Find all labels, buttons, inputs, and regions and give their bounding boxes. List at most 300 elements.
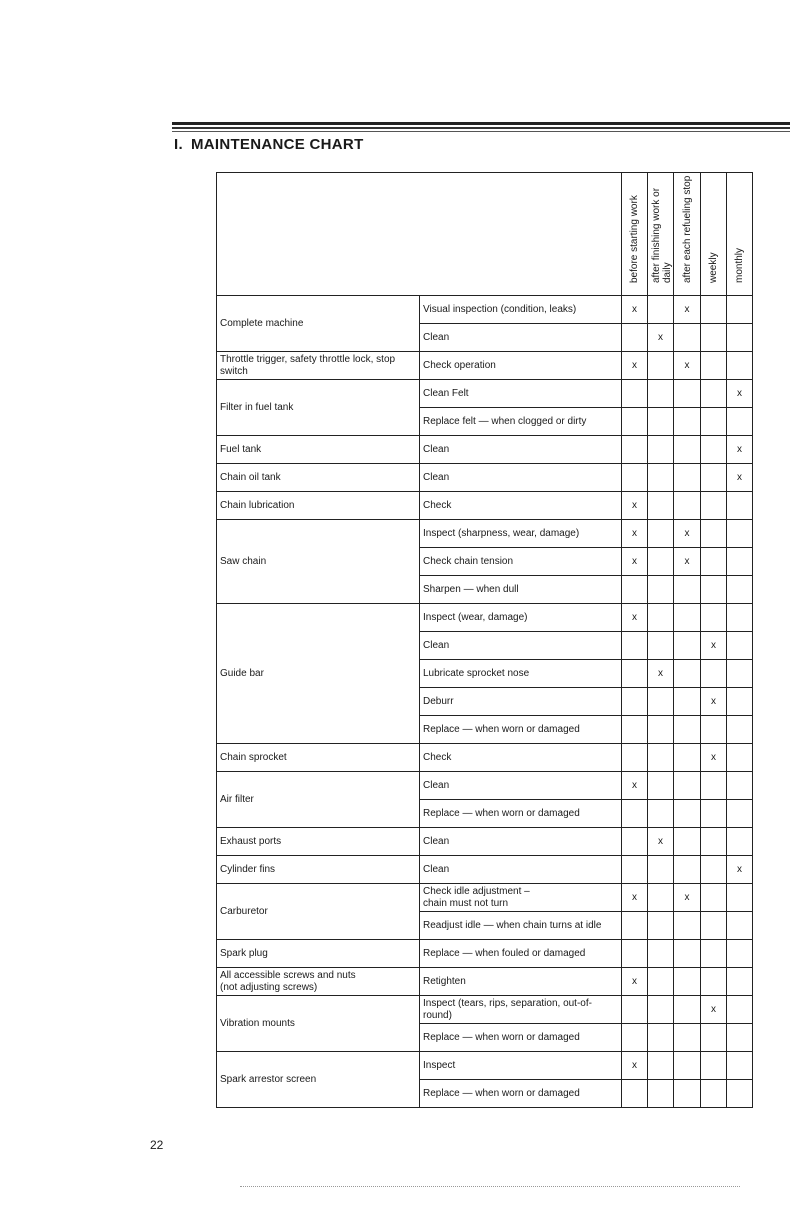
schedule-cell bbox=[622, 324, 648, 352]
schedule-cell bbox=[622, 632, 648, 660]
schedule-cell bbox=[622, 800, 648, 828]
schedule-cell bbox=[674, 1080, 701, 1108]
schedule-cell bbox=[727, 1024, 753, 1052]
schedule-cell bbox=[727, 884, 753, 912]
schedule-cell bbox=[648, 352, 674, 380]
component-name: Complete machine bbox=[220, 317, 304, 329]
operation-text: Check bbox=[423, 499, 452, 511]
schedule-cell bbox=[648, 828, 674, 856]
schedule-cell bbox=[727, 520, 753, 548]
schedule-cell bbox=[622, 716, 648, 744]
table-row bbox=[217, 828, 753, 856]
schedule-cell bbox=[674, 464, 701, 492]
schedule-cell bbox=[674, 940, 701, 968]
schedule-cell bbox=[674, 996, 701, 1024]
component-cell bbox=[217, 352, 420, 380]
schedule-mark: x bbox=[684, 892, 690, 903]
operation-text: Sharpen — when dull bbox=[423, 583, 519, 595]
schedule-cell bbox=[674, 800, 701, 828]
schedule-cell bbox=[701, 1024, 727, 1052]
component-cell bbox=[217, 772, 420, 828]
operation-text: Lubricate sprocket nose bbox=[423, 667, 530, 679]
operation-cell bbox=[420, 884, 622, 912]
section-number: I. bbox=[174, 136, 183, 153]
schedule-cell bbox=[674, 632, 701, 660]
component-cell bbox=[217, 492, 420, 520]
operation-cell bbox=[420, 436, 622, 464]
header-rule-thin bbox=[172, 131, 790, 132]
schedule-cell bbox=[674, 520, 701, 548]
schedule-mark: x bbox=[684, 304, 690, 315]
schedule-cell bbox=[648, 856, 674, 884]
schedule-cell bbox=[727, 772, 753, 800]
header-blank-cell bbox=[217, 173, 622, 296]
component-cell bbox=[217, 1052, 420, 1108]
operation-text: Check bbox=[423, 751, 452, 763]
schedule-cell bbox=[727, 632, 753, 660]
schedule-cell bbox=[648, 772, 674, 800]
page-number: 22 bbox=[150, 1138, 164, 1152]
schedule-cell bbox=[727, 492, 753, 520]
operation-cell bbox=[420, 1080, 622, 1108]
frequency-header-row bbox=[217, 173, 753, 296]
schedule-cell bbox=[622, 884, 648, 912]
operation-text: Clean bbox=[423, 863, 450, 875]
schedule-cell bbox=[622, 548, 648, 576]
operation-text: Replace felt — when clogged or dirty bbox=[423, 415, 587, 427]
schedule-cell bbox=[648, 324, 674, 352]
operation-cell bbox=[420, 492, 622, 520]
schedule-cell bbox=[648, 800, 674, 828]
component-cell bbox=[217, 884, 420, 940]
schedule-cell bbox=[674, 716, 701, 744]
operation-text: Replace — when worn or damaged bbox=[423, 1087, 580, 1099]
schedule-cell bbox=[701, 492, 727, 520]
schedule-cell bbox=[674, 352, 701, 380]
operation-cell bbox=[420, 688, 622, 716]
schedule-cell bbox=[701, 660, 727, 688]
schedule-cell bbox=[648, 632, 674, 660]
schedule-cell bbox=[727, 940, 753, 968]
schedule-cell bbox=[701, 408, 727, 436]
freq-header-cell bbox=[674, 173, 701, 296]
schedule-cell bbox=[622, 660, 648, 688]
schedule-cell bbox=[701, 1080, 727, 1108]
schedule-cell bbox=[701, 1052, 727, 1080]
schedule-cell bbox=[648, 716, 674, 744]
schedule-cell bbox=[622, 408, 648, 436]
schedule-cell bbox=[701, 940, 727, 968]
schedule-mark: x bbox=[711, 640, 716, 651]
operation-cell bbox=[420, 324, 622, 352]
schedule-mark: x bbox=[711, 752, 716, 763]
schedule-cell bbox=[727, 576, 753, 604]
schedule-cell bbox=[622, 1024, 648, 1052]
table-row bbox=[217, 884, 753, 912]
schedule-cell bbox=[727, 912, 753, 940]
schedule-cell bbox=[622, 1080, 648, 1108]
schedule-cell bbox=[648, 744, 674, 772]
operation-text: Clean bbox=[423, 471, 450, 483]
schedule-cell bbox=[727, 436, 753, 464]
schedule-cell bbox=[648, 464, 674, 492]
operation-cell bbox=[420, 856, 622, 884]
schedule-cell bbox=[701, 968, 727, 996]
component-cell bbox=[217, 744, 420, 772]
maintenance-table bbox=[216, 172, 753, 1108]
schedule-cell bbox=[674, 1052, 701, 1080]
schedule-cell bbox=[674, 744, 701, 772]
operation-text: Inspect bbox=[423, 1059, 456, 1071]
schedule-cell bbox=[727, 716, 753, 744]
table-row bbox=[217, 1052, 753, 1080]
operation-cell bbox=[420, 772, 622, 800]
schedule-cell bbox=[701, 856, 727, 884]
component-name: Guide bar bbox=[220, 667, 264, 679]
freq-label: before starting work bbox=[629, 195, 640, 283]
header-rule-medium bbox=[172, 127, 790, 129]
table-row bbox=[217, 604, 753, 632]
schedule-cell bbox=[674, 1024, 701, 1052]
schedule-mark: x bbox=[632, 1060, 637, 1071]
operation-cell bbox=[420, 744, 622, 772]
component-name: Spark arrestor screen bbox=[220, 1073, 317, 1085]
operation-text: Inspect (sharpness, wear, damage) bbox=[423, 527, 580, 539]
freq-header-cell bbox=[727, 173, 753, 296]
operation-text: Visual inspection (condition, leaks) bbox=[423, 303, 577, 315]
schedule-cell bbox=[648, 884, 674, 912]
operation-text: Clean bbox=[423, 443, 450, 455]
schedule-cell bbox=[622, 464, 648, 492]
freq-label: after each refueling stop bbox=[681, 175, 693, 283]
schedule-cell bbox=[727, 800, 753, 828]
table-row bbox=[217, 744, 753, 772]
schedule-mark: x bbox=[711, 1004, 716, 1015]
schedule-mark: x bbox=[632, 892, 637, 903]
schedule-cell bbox=[727, 1080, 753, 1108]
schedule-mark: x bbox=[737, 472, 742, 483]
operation-cell bbox=[420, 408, 622, 436]
schedule-mark: x bbox=[632, 528, 637, 539]
schedule-cell bbox=[701, 912, 727, 940]
operation-text: Replace — when worn or damaged bbox=[423, 807, 580, 819]
schedule-cell bbox=[701, 772, 727, 800]
schedule-cell bbox=[727, 856, 753, 884]
schedule-cell bbox=[701, 464, 727, 492]
table-row bbox=[217, 380, 753, 408]
schedule-cell bbox=[701, 632, 727, 660]
schedule-cell bbox=[648, 436, 674, 464]
operation-text: Check idle adjustment – chain must not turn bbox=[423, 885, 530, 909]
schedule-cell bbox=[648, 408, 674, 436]
table-row bbox=[217, 352, 753, 380]
schedule-cell bbox=[727, 1052, 753, 1080]
component-cell bbox=[217, 940, 420, 968]
maintenance-chart bbox=[216, 172, 752, 1121]
schedule-cell bbox=[701, 604, 727, 632]
operation-cell bbox=[420, 940, 622, 968]
operation-cell bbox=[420, 828, 622, 856]
operation-text: Clean bbox=[423, 835, 450, 847]
component-cell bbox=[217, 464, 420, 492]
header-rule-thick bbox=[172, 122, 790, 125]
operation-text: Clean bbox=[423, 331, 450, 343]
schedule-cell bbox=[727, 324, 753, 352]
schedule-cell bbox=[622, 604, 648, 632]
component-name: Air filter bbox=[220, 793, 254, 805]
schedule-cell bbox=[701, 380, 727, 408]
schedule-cell bbox=[674, 380, 701, 408]
schedule-cell bbox=[727, 996, 753, 1024]
schedule-cell bbox=[648, 1024, 674, 1052]
schedule-mark: x bbox=[632, 500, 637, 511]
table-row bbox=[217, 492, 753, 520]
schedule-cell bbox=[674, 296, 701, 324]
schedule-cell bbox=[701, 436, 727, 464]
schedule-mark: x bbox=[711, 696, 716, 707]
operation-cell bbox=[420, 464, 622, 492]
schedule-cell bbox=[648, 380, 674, 408]
operation-cell bbox=[420, 912, 622, 940]
schedule-cell bbox=[701, 800, 727, 828]
schedule-cell bbox=[701, 576, 727, 604]
schedule-cell bbox=[727, 380, 753, 408]
schedule-cell bbox=[648, 1080, 674, 1108]
schedule-cell bbox=[622, 1052, 648, 1080]
footer-dotted-line bbox=[240, 1186, 740, 1187]
schedule-cell bbox=[622, 520, 648, 548]
schedule-cell bbox=[622, 912, 648, 940]
schedule-cell bbox=[622, 576, 648, 604]
schedule-cell bbox=[648, 940, 674, 968]
schedule-cell bbox=[674, 968, 701, 996]
schedule-mark: x bbox=[632, 612, 637, 623]
table-row bbox=[217, 940, 753, 968]
component-name: Filter in fuel tank bbox=[220, 401, 294, 413]
operation-cell bbox=[420, 296, 622, 324]
schedule-cell bbox=[674, 604, 701, 632]
freq-label: after finishing work or daily bbox=[651, 187, 673, 283]
freq-label: weekly bbox=[708, 252, 719, 283]
schedule-cell bbox=[727, 968, 753, 996]
operation-text: Replace — when worn or damaged bbox=[423, 1031, 580, 1043]
schedule-cell bbox=[701, 324, 727, 352]
section-title-text: MAINTENANCE CHART bbox=[190, 136, 364, 153]
schedule-cell bbox=[622, 856, 648, 884]
component-cell bbox=[217, 436, 420, 464]
operation-text: Retighten bbox=[423, 975, 466, 987]
schedule-cell bbox=[648, 660, 674, 688]
component-cell bbox=[217, 828, 420, 856]
schedule-cell bbox=[674, 548, 701, 576]
table-row bbox=[217, 968, 753, 996]
operation-text: Replace — when fouled or damaged bbox=[423, 947, 586, 959]
component-name: Vibration mounts bbox=[220, 1017, 295, 1029]
operation-text: Check operation bbox=[423, 359, 496, 371]
schedule-cell bbox=[622, 436, 648, 464]
component-cell bbox=[217, 996, 420, 1052]
schedule-cell bbox=[727, 604, 753, 632]
operation-cell bbox=[420, 632, 622, 660]
operation-cell bbox=[420, 520, 622, 548]
component-cell bbox=[217, 856, 420, 884]
operation-text: Replace — when worn or damaged bbox=[423, 723, 580, 735]
schedule-cell bbox=[727, 464, 753, 492]
component-name: All accessible screws and nuts (not adjusting screws) bbox=[220, 969, 356, 993]
maintenance-table-body bbox=[217, 296, 753, 1108]
component-cell bbox=[217, 520, 420, 604]
schedule-mark: x bbox=[684, 556, 690, 567]
section-title bbox=[174, 136, 364, 153]
schedule-mark: x bbox=[737, 864, 742, 875]
schedule-mark: x bbox=[658, 332, 663, 343]
schedule-cell bbox=[622, 380, 648, 408]
schedule-cell bbox=[648, 1052, 674, 1080]
schedule-cell bbox=[727, 548, 753, 576]
schedule-cell bbox=[701, 296, 727, 324]
schedule-cell bbox=[701, 884, 727, 912]
schedule-cell bbox=[622, 996, 648, 1024]
schedule-cell bbox=[648, 296, 674, 324]
schedule-cell bbox=[701, 548, 727, 576]
schedule-mark: x bbox=[632, 556, 637, 567]
operation-cell bbox=[420, 996, 622, 1024]
operation-cell bbox=[420, 352, 622, 380]
operation-cell bbox=[420, 380, 622, 408]
operation-cell bbox=[420, 1052, 622, 1080]
operation-cell bbox=[420, 660, 622, 688]
schedule-cell bbox=[701, 996, 727, 1024]
schedule-cell bbox=[727, 352, 753, 380]
schedule-cell bbox=[674, 324, 701, 352]
schedule-cell bbox=[727, 744, 753, 772]
operation-text: Clean bbox=[423, 639, 450, 651]
schedule-cell bbox=[674, 828, 701, 856]
component-name: Throttle trigger, safety throttle lock, stop switch bbox=[220, 353, 396, 377]
operation-text: Inspect (tears, rips, separation, out-of-round) bbox=[423, 997, 592, 1021]
operation-text: Clean Felt bbox=[423, 387, 469, 399]
freq-header-cell bbox=[648, 173, 674, 296]
table-row bbox=[217, 436, 753, 464]
component-name: Saw chain bbox=[220, 555, 267, 567]
component-cell bbox=[217, 604, 420, 744]
operation-cell bbox=[420, 716, 622, 744]
schedule-cell bbox=[648, 688, 674, 716]
schedule-cell bbox=[701, 716, 727, 744]
component-name: Exhaust ports bbox=[220, 835, 282, 847]
schedule-cell bbox=[622, 688, 648, 716]
schedule-cell bbox=[648, 968, 674, 996]
component-name: Carburetor bbox=[220, 905, 268, 917]
schedule-mark: x bbox=[632, 976, 637, 987]
table-row bbox=[217, 772, 753, 800]
schedule-cell bbox=[701, 828, 727, 856]
operation-text: Inspect (wear, damage) bbox=[423, 611, 528, 623]
schedule-cell bbox=[701, 744, 727, 772]
schedule-cell bbox=[727, 408, 753, 436]
schedule-mark: x bbox=[684, 360, 690, 371]
table-row bbox=[217, 996, 753, 1024]
operation-text: Deburr bbox=[423, 695, 454, 707]
schedule-cell bbox=[674, 772, 701, 800]
schedule-cell bbox=[674, 912, 701, 940]
schedule-cell bbox=[622, 968, 648, 996]
schedule-cell bbox=[674, 884, 701, 912]
table-row bbox=[217, 296, 753, 324]
component-name: Chain sprocket bbox=[220, 751, 287, 763]
schedule-cell bbox=[727, 296, 753, 324]
operation-text: Clean bbox=[423, 779, 450, 791]
schedule-mark: x bbox=[684, 528, 690, 539]
table-row bbox=[217, 856, 753, 884]
schedule-cell bbox=[674, 492, 701, 520]
component-cell bbox=[217, 968, 420, 996]
schedule-cell bbox=[648, 492, 674, 520]
table-row bbox=[217, 520, 753, 548]
operation-cell bbox=[420, 548, 622, 576]
component-name: Chain oil tank bbox=[220, 471, 281, 483]
schedule-cell bbox=[622, 828, 648, 856]
freq-header-cell bbox=[622, 173, 648, 296]
schedule-cell bbox=[622, 744, 648, 772]
schedule-cell bbox=[648, 604, 674, 632]
schedule-cell bbox=[674, 408, 701, 436]
operation-text: Check chain tension bbox=[423, 555, 514, 567]
schedule-cell bbox=[674, 576, 701, 604]
freq-header-cell bbox=[701, 173, 727, 296]
table-row bbox=[217, 464, 753, 492]
schedule-cell bbox=[622, 492, 648, 520]
schedule-cell bbox=[622, 352, 648, 380]
schedule-mark: x bbox=[632, 304, 637, 315]
schedule-mark: x bbox=[737, 388, 742, 399]
schedule-cell bbox=[648, 548, 674, 576]
schedule-cell bbox=[674, 688, 701, 716]
component-name: Spark plug bbox=[220, 947, 268, 959]
schedule-cell bbox=[674, 660, 701, 688]
schedule-mark: x bbox=[632, 780, 637, 791]
schedule-mark: x bbox=[632, 360, 637, 371]
schedule-cell bbox=[674, 436, 701, 464]
schedule-cell bbox=[701, 688, 727, 716]
operation-cell bbox=[420, 968, 622, 996]
schedule-cell bbox=[648, 996, 674, 1024]
schedule-cell bbox=[674, 856, 701, 884]
operation-cell bbox=[420, 576, 622, 604]
component-name: Fuel tank bbox=[220, 443, 262, 455]
schedule-mark: x bbox=[658, 668, 663, 679]
schedule-cell bbox=[622, 940, 648, 968]
component-name: Cylinder fins bbox=[220, 863, 276, 875]
schedule-cell bbox=[727, 688, 753, 716]
schedule-cell bbox=[622, 772, 648, 800]
schedule-mark: x bbox=[737, 444, 742, 455]
schedule-cell bbox=[648, 520, 674, 548]
schedule-cell bbox=[622, 296, 648, 324]
schedule-mark: x bbox=[658, 836, 663, 847]
operation-cell bbox=[420, 800, 622, 828]
component-cell bbox=[217, 296, 420, 352]
component-name: Chain lubrication bbox=[220, 499, 295, 511]
schedule-cell bbox=[701, 352, 727, 380]
component-cell bbox=[217, 380, 420, 436]
operation-text: Readjust idle — when chain turns at idle bbox=[423, 919, 602, 931]
schedule-cell bbox=[727, 828, 753, 856]
freq-label: monthly bbox=[734, 247, 745, 283]
operation-cell bbox=[420, 1024, 622, 1052]
schedule-cell bbox=[727, 660, 753, 688]
schedule-cell bbox=[648, 912, 674, 940]
